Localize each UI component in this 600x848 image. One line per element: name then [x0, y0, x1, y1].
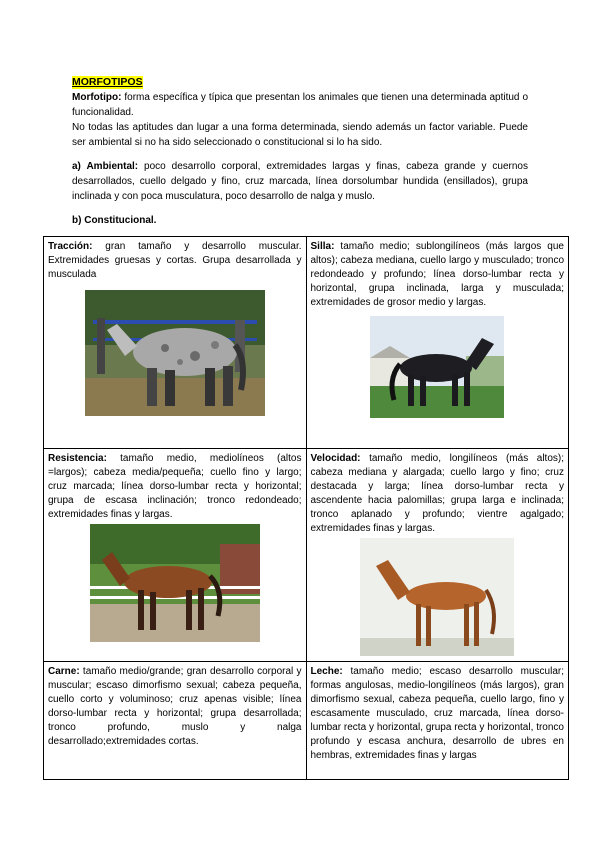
traccion-text: gran tamaño y desarrollo muscular. Extremidades gruesas y cortas. Grupa desarrollada y musculada — [48, 241, 302, 280]
silla-term: Silla: — [310, 241, 335, 252]
page-title: MORFOTIPOS — [72, 76, 143, 88]
leche-term: Leche: — [310, 666, 343, 677]
definition-paragraph — [72, 90, 528, 120]
traccion-term: Tracción: — [48, 241, 93, 252]
leche-text: tamaño medio; escaso desarrollo muscular; formas angulosas, medio-longilíneos (más largos), gran dimorfismo sexual, cabeza pequeña, cuello largo, fino y escasamente musculado, cruz marcada, línea dorso-lumbar recta y horizontal, grupa recta y horizontal, tronco profundo y escasa anchura, desarrollo de ubres en hembras, extremidades finas y largas — [310, 666, 564, 761]
saddle-horse-photo — [370, 316, 504, 418]
ambiental-text: poco desarrollo corporal, extremidades largas y finas, cabeza grande y cuernos desarrollados, cuello delgado y fino, cruz marcada, línea dorsolumbar hundida (ensillados), grupa inclinada y con poca musculatura, poco desarrollo de nalga y muslo. — [72, 161, 528, 202]
endurance-horse-photo — [90, 524, 260, 642]
cell-silla — [306, 237, 569, 449]
carne-term: Carne: — [48, 666, 80, 677]
morphotype-table — [43, 236, 569, 780]
definition-term: Morfotipo: — [72, 92, 122, 103]
velocidad-term: Velocidad: — [310, 453, 361, 464]
ambiental-paragraph — [72, 159, 528, 204]
racehorse-photo — [360, 538, 514, 656]
silla-text: tamaño medio; sublongilíneos (más largos que altos); cabeza mediana, cuello largo y musculado; tronco redondeado y profundo; línea dorso-lumbar recta y horizontal, grupa inclinada, larga y musculada; extremidades de grosor medio y largas. — [310, 241, 564, 308]
cell-velocidad — [306, 449, 569, 662]
definition-text: forma específica y típica que presentan los animales que tienen una determinada aptitud o funcionalidad. — [72, 92, 528, 118]
ambiental-label: a) Ambiental: — [72, 161, 139, 172]
document-body — [72, 72, 528, 228]
carne-text: tamaño medio/grande; gran desarrollo corporal y muscular; escaso dimorfismo sexual; cabeza pequeña, cuello corto y voluminoso; cruz apenas visible; línea dorso-lumbar recta y horizontal; grupa desarrollada; tronco profundo, muslo y nalga desarrollado;extremidades cortas. — [48, 666, 302, 747]
note-paragraph: No todas las aptitudes dan lugar a una forma determinada, siendo además un factor variable. Puede ser ambiental si no ha sido seleccionado o constitucional si lo ha sido. — [72, 122, 528, 148]
constitucional-label: b) Constitucional. — [72, 215, 157, 226]
cell-leche — [306, 662, 569, 780]
cell-resistencia — [44, 449, 307, 662]
cell-traccion — [44, 237, 307, 449]
cell-carne — [44, 662, 307, 780]
resistencia-text: tamaño medio, mediolíneos (altos =largos); cabeza media/pequeña; cuello fino y largo; cruz marcada; línea dorso-lumbar recta y horizontal; grupa de escasa inclinación; tronco redondeado; extremidades finas y largas. — [48, 453, 302, 520]
velocidad-text: tamaño medio, longilíneos (más altos); cabeza mediana y alargada; cuello largo y fino; cruz destacada y larga; línea dorso-lumbar recta y ascendente hacia palomillas; grupa larga e inclinada; tronco aplanado y profundo; vientre agalgado; extremidades finas y largas. — [310, 453, 564, 534]
resistencia-term: Resistencia: — [48, 453, 107, 464]
draft-horse-photo — [85, 290, 265, 416]
